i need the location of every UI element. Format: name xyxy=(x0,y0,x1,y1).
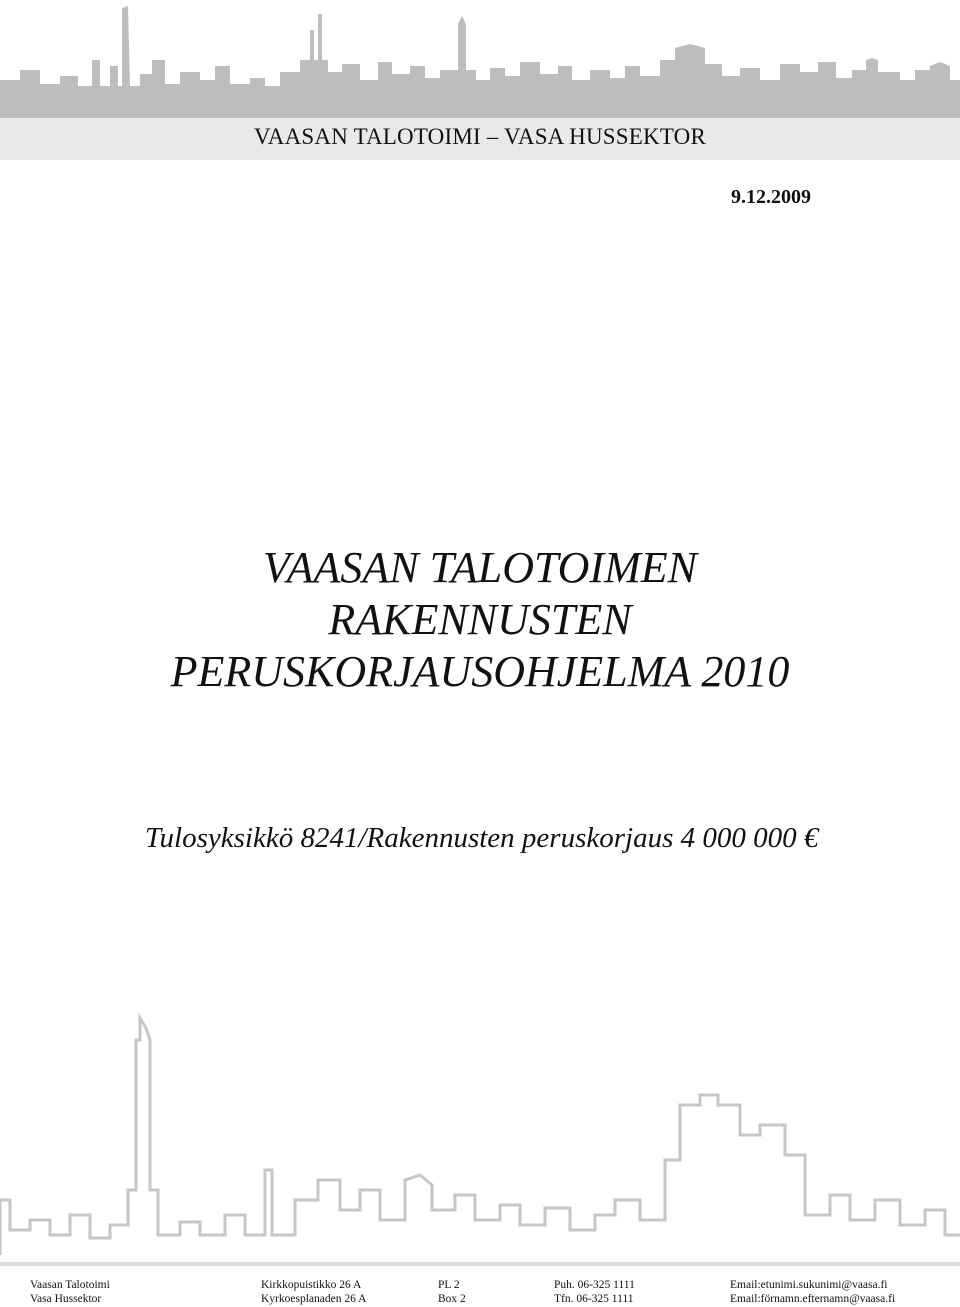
footer-band xyxy=(0,1262,960,1266)
footer-name-sv: Vasa Hussektor xyxy=(30,1293,102,1305)
footer-contact-info xyxy=(0,1278,960,1307)
footer-address-column xyxy=(261,1278,366,1306)
footer-pobox-sv: Box 2 xyxy=(438,1293,466,1305)
footer-address-sv: Kyrkoesplanaden 26 A xyxy=(261,1293,367,1305)
footer-name-fi: Vaasan Talotoimi xyxy=(30,1279,110,1291)
footer-pobox-fi: PL 2 xyxy=(438,1279,460,1291)
footer-address-fi: Kirkkopuistikko 26 A xyxy=(261,1279,362,1291)
top-skyline-graphic xyxy=(0,0,960,120)
footer-email-column xyxy=(730,1278,895,1306)
organization-title: VAASAN TALOTOIMI – VASA HUSSEKTOR xyxy=(253,124,707,149)
footer-email-fi: Email:etunimi.sukunimi@vaasa.fi xyxy=(730,1279,888,1291)
footer-name-column xyxy=(30,1278,110,1306)
footer-pobox-column xyxy=(438,1278,466,1306)
footer-phone-column xyxy=(554,1278,635,1306)
document-date: 9.12.2009 xyxy=(731,186,811,208)
bottom-skyline-graphic xyxy=(0,1010,960,1265)
title-line-3: PERUSKORJAUSOHJELMA 2010 xyxy=(170,647,790,696)
footer-phone-fi: Puh. 06-325 1111 xyxy=(554,1279,635,1291)
budget-subtitle: Tulosyksikkö 8241/Rakennusten peruskorjaus 4 000 000 € xyxy=(145,822,819,854)
footer-email-sv: Email:förnamn.efternamn@vaasa.fi xyxy=(730,1293,896,1305)
document-title xyxy=(0,542,960,698)
title-line-1: VAASAN TALOTOIMEN xyxy=(263,543,697,592)
title-line-2: RAKENNUSTEN xyxy=(328,595,632,644)
footer-phone-sv: Tfn. 06-325 1111 xyxy=(554,1293,634,1305)
